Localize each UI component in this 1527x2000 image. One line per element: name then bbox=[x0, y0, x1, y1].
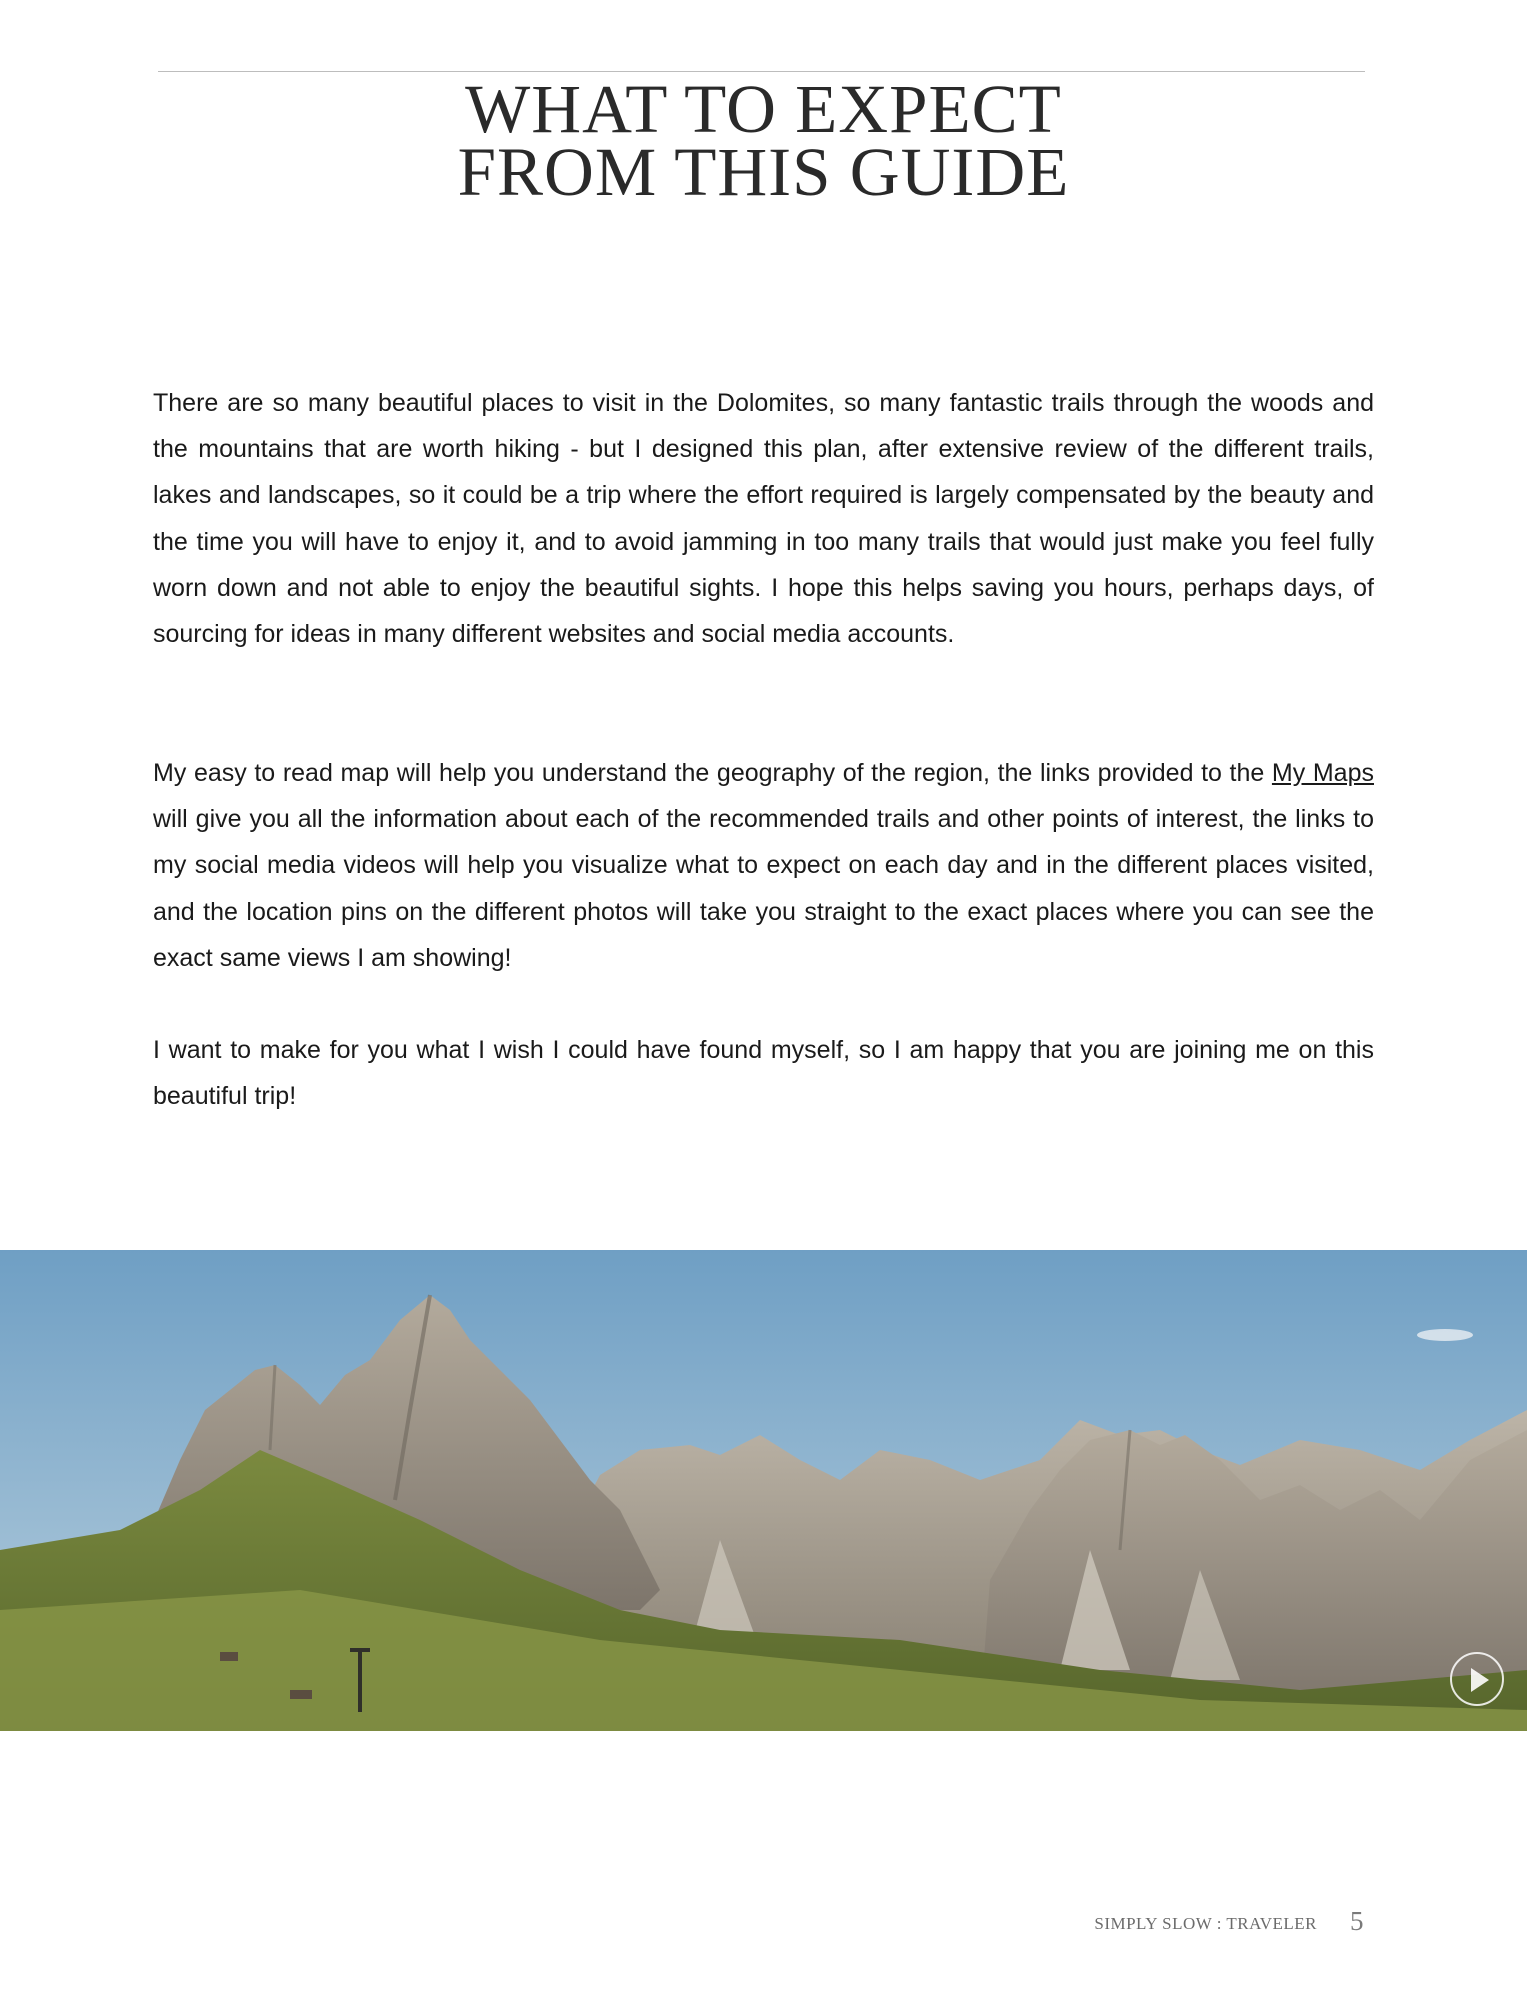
dolomites-landscape-photo bbox=[0, 1250, 1527, 1731]
intro-paragraph: There are so many beautiful places to visit in the Dolomites, so many fantastic trails through the woods and the mountains that are worth hiking - but I designed this plan, after extensive review of the different trails, lakes and landscapes, so it could be a trip where the effort required is largely compensated by the beauty and the time you will have to enjoy it, and to avoid jamming in too many trails that would just make you feel fully worn down and not able to enjoy the beautiful sights. I hope this helps saving you hours, perhaps days, of sourcing for ideas in many different websites and social media accounts. bbox=[153, 389, 1374, 649]
map-paragraph bbox=[153, 750, 1374, 981]
page-title bbox=[0, 71, 1527, 210]
play-video-button[interactable] bbox=[1450, 1652, 1504, 1706]
page-title-line-2: FROM THIS GUIDE bbox=[457, 134, 1070, 210]
dolomites-landscape-image bbox=[0, 1250, 1527, 1731]
page-title-line-1: WHAT TO EXPECT bbox=[465, 71, 1062, 147]
my-maps-link[interactable]: My Maps bbox=[1271, 759, 1374, 787]
closing-paragraph: I want to make for you what I wish I could have found myself, so I am happy that you are joining me on this beautiful trip! bbox=[153, 1036, 1374, 1111]
map-paragraph-text-start: My easy to read map will help you understand the geography of the region, the links provided to the bbox=[153, 759, 1272, 787]
map-paragraph-text-end: will give you all the information about each of the recommended trails and other points of interest, the links to my social media videos will help you visualize what to expect on each day and in the different places visited, and the location pins on the different photos will take you straight to the exact places where you can see the exact same views I am showing! bbox=[153, 805, 1374, 972]
footer-brand: SIMPLY SLOW : TRAVELER bbox=[1094, 1914, 1317, 1933]
page-number: 5 bbox=[1350, 1906, 1364, 1936]
